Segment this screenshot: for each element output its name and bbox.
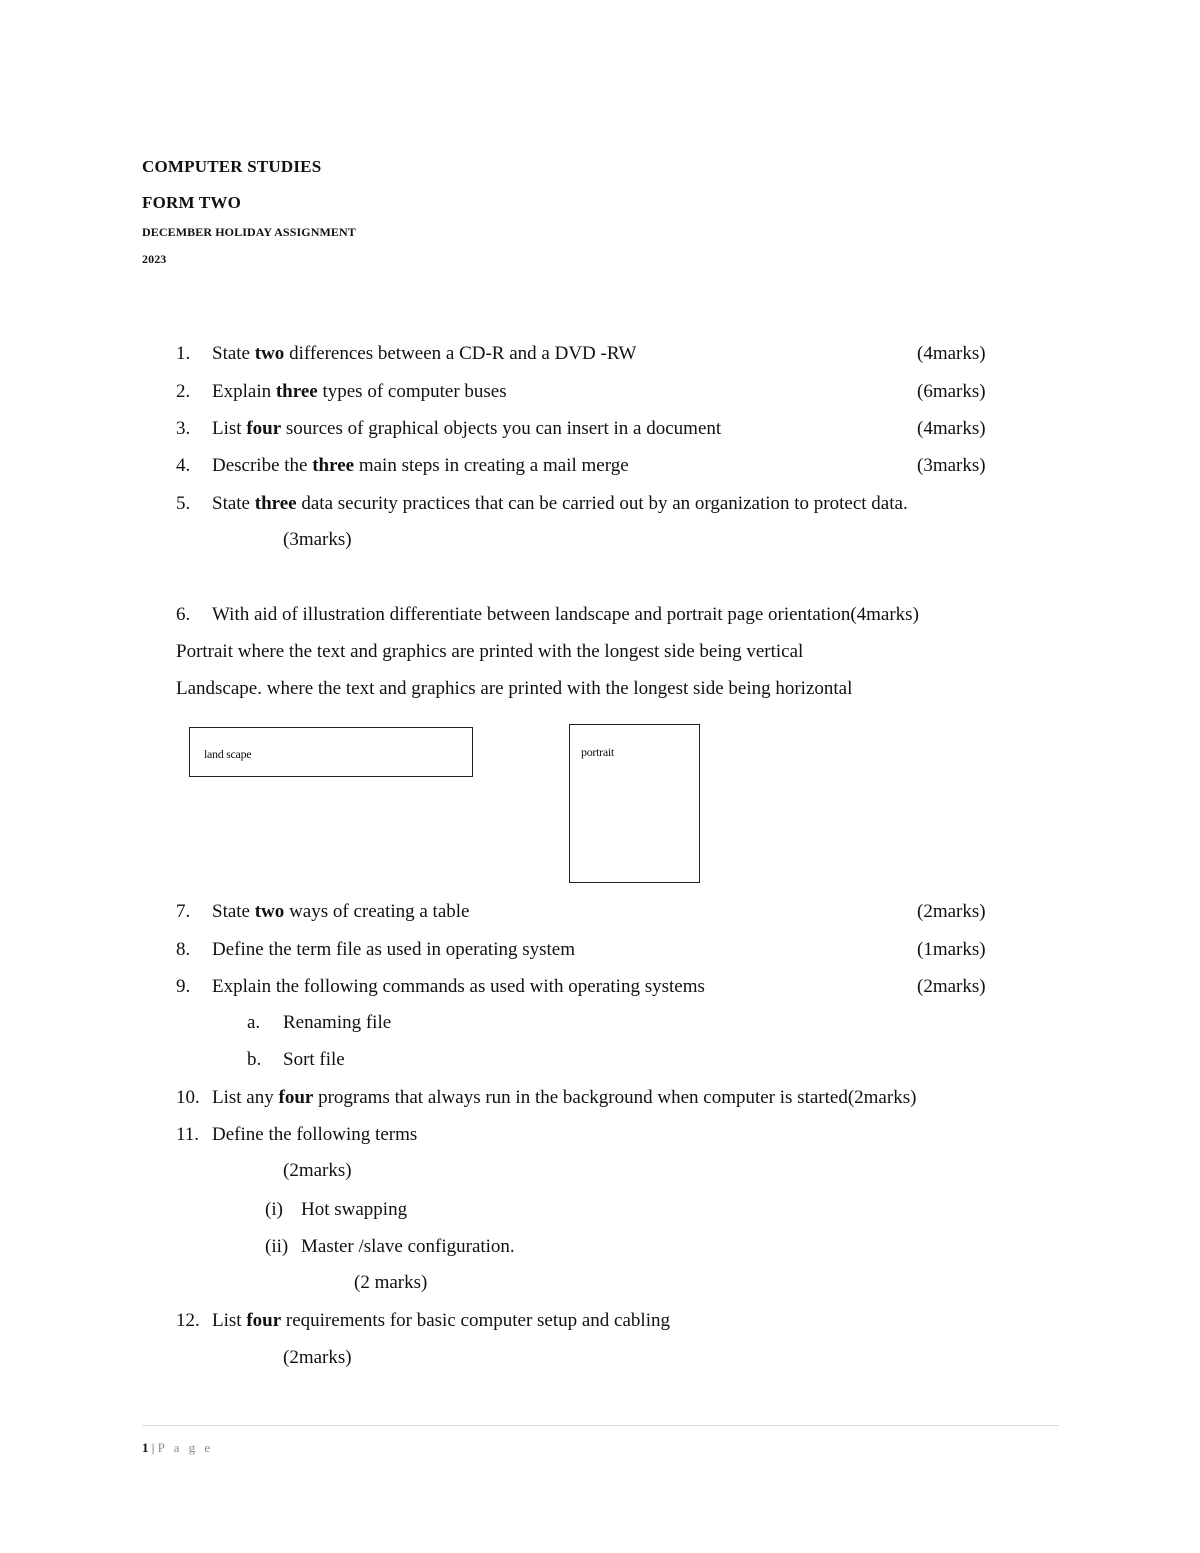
portrait-illustration-box	[569, 724, 700, 883]
question-number: 7.	[176, 901, 191, 922]
question-text: State two differences between a CD-R and a DVD -RW	[212, 343, 637, 364]
question-marks: (2marks)	[917, 976, 986, 997]
question-text: Explain three types of computer buses	[212, 381, 507, 402]
sub-item-label: a.	[247, 1012, 261, 1033]
question-number: 1.	[176, 343, 191, 364]
question-text: List four requirements for basic computer setup and cabling	[212, 1310, 670, 1331]
question-marks: (4marks)	[917, 418, 986, 439]
question-number: 10.	[176, 1087, 200, 1108]
sub-item-label: (i)	[265, 1199, 283, 1220]
answer-portrait: Portrait where the text and graphics are printed with the longest side being vertical	[176, 641, 804, 662]
sub-item-label: b.	[247, 1049, 262, 1070]
question-text: State two ways of creating a table	[212, 901, 470, 922]
question-number: 3.	[176, 418, 191, 439]
form-title: FORM TWO	[142, 193, 242, 212]
question-text: Define the term file as used in operating system	[212, 939, 576, 960]
question-text: List four sources of graphical objects you can insert in a document	[212, 418, 722, 439]
question-text: State three data security practices that can be carried out by an organization to protect data.	[212, 493, 908, 514]
footer-divider	[142, 1425, 1059, 1426]
landscape-label: land scape	[204, 747, 252, 761]
sub-item-text: Sort file	[283, 1049, 345, 1070]
question-marks: (3marks)	[283, 529, 352, 550]
sub-item-label: (ii)	[265, 1236, 289, 1257]
question-marks: (2marks)	[283, 1347, 352, 1368]
question-marks: (6marks)	[917, 381, 986, 402]
question-number: 4.	[176, 455, 191, 476]
page-number: 1	[142, 1440, 149, 1455]
footer-separator: |	[151, 1440, 155, 1455]
sub-item-marks: (2 marks)	[354, 1272, 428, 1293]
question-number: 9.	[176, 976, 191, 997]
year: 2023	[142, 252, 167, 266]
question-text: Define the following terms	[212, 1124, 418, 1145]
question-marks: (2marks)	[917, 901, 986, 922]
question-number: 5.	[176, 493, 191, 514]
question-text: List any four programs that always run in the background when computer is started(2marks)	[212, 1087, 917, 1108]
question-marks: (2marks)	[283, 1160, 352, 1181]
portrait-label: portrait	[581, 745, 614, 759]
question-marks: (1marks)	[917, 939, 986, 960]
sub-item-text: Renaming file	[283, 1012, 392, 1033]
question-marks: (4marks)	[917, 343, 986, 364]
landscape-illustration-box	[189, 727, 473, 777]
question-marks: (3marks)	[917, 455, 986, 476]
question-number: 8.	[176, 939, 191, 960]
question-number: 12.	[176, 1310, 200, 1331]
question-number: 2.	[176, 381, 191, 402]
sub-item-text: Master /slave configuration.	[301, 1236, 515, 1257]
subject-title: COMPUTER STUDIES	[142, 157, 322, 176]
question-text: Describe the three main steps in creating a mail merge	[212, 455, 629, 476]
assignment-title: DECEMBER HOLIDAY ASSIGNMENT	[142, 225, 356, 239]
question-number: 6.	[176, 604, 191, 625]
question-text: Explain the following commands as used with operating systems	[212, 976, 705, 997]
page-footer	[142, 1440, 213, 1456]
page-word: P a g e	[157, 1440, 214, 1455]
question-text: With aid of illustration differentiate between landscape and portrait page orientation(4marks)	[212, 604, 919, 625]
sub-item-text: Hot swapping	[301, 1199, 408, 1220]
question-number: 11.	[176, 1124, 200, 1145]
answer-landscape: Landscape. where the text and graphics are printed with the longest side being horizontal	[176, 678, 853, 699]
